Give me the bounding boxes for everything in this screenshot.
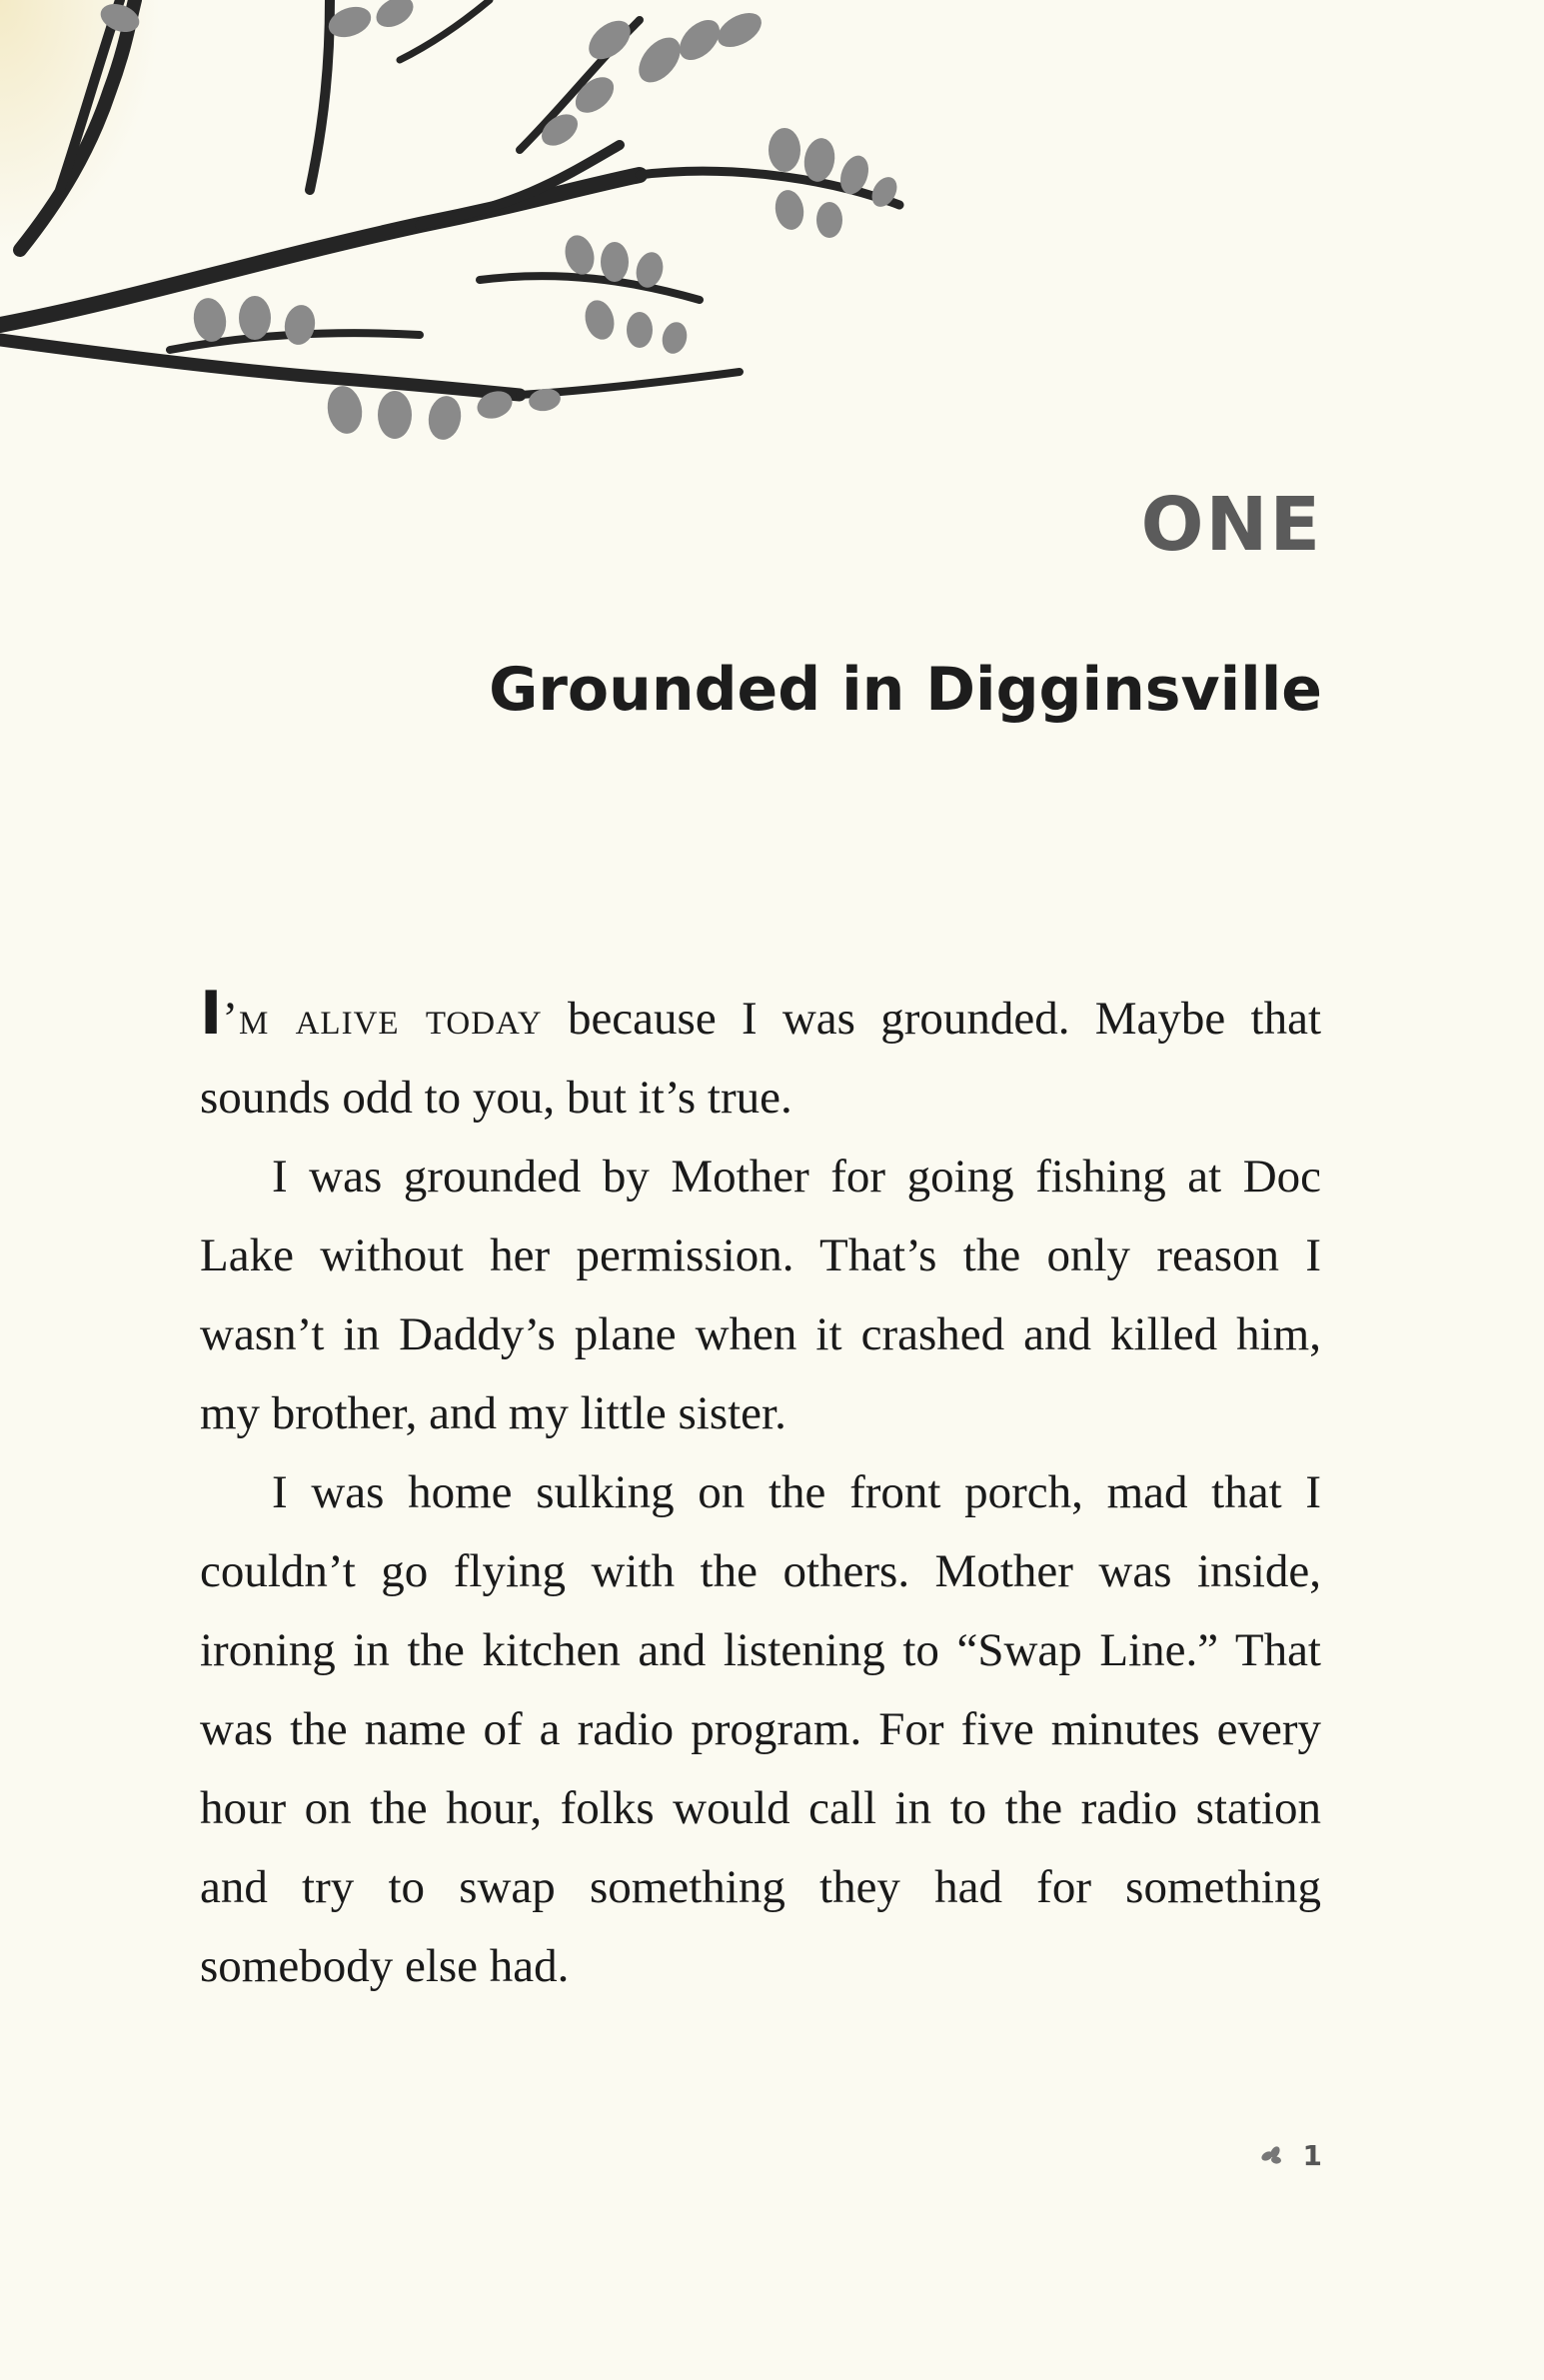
chapter-body xyxy=(200,975,1321,2006)
page-footer xyxy=(1259,2139,1322,2172)
paragraph-3: I was home sulking on the front porch, mad that I couldn’t go flying with the others. Mother was inside, ironing in the kitchen and listening to “Swap Line.” That was the name of a radio program. For five minutes every hour on the hour, folks would call in to the radio station and try to swap something they had for something somebody else had. xyxy=(200,1466,1321,1992)
drop-cap: I xyxy=(200,979,223,1049)
paragraph-1 xyxy=(200,975,1321,1138)
leaf-ornament-icon xyxy=(1259,2143,1285,2169)
paragraph-2: I was grounded by Mother for going fishing at Doc Lake without her permission. That’s the only reason I wasn’t in Daddy’s plane when it crashed and killed him, my brother, and my little sister. xyxy=(200,1151,1321,1439)
small-caps-opening: ’m alive today xyxy=(222,993,543,1045)
paragraph-1-text: because I was grounded. Maybe that sounds odd to you, but it’s true. xyxy=(200,993,1321,1124)
tree-branch-illustration xyxy=(0,0,959,470)
chapter-number: ONE xyxy=(1140,482,1322,568)
chapter-title: Grounded in Digginsville xyxy=(489,655,1322,725)
page-number: 1 xyxy=(1302,2139,1322,2172)
